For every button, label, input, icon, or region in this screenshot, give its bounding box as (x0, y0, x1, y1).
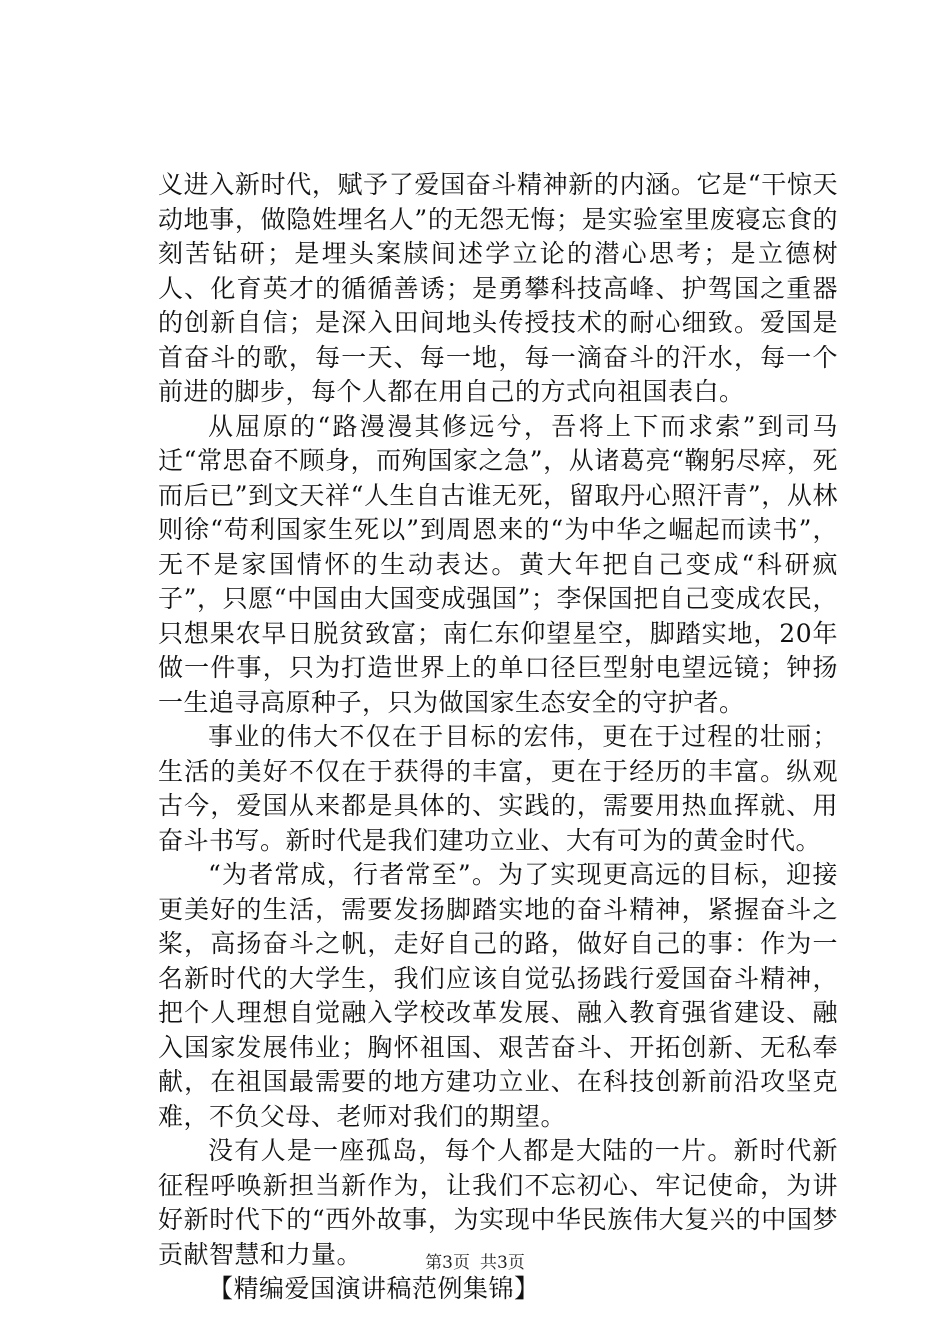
page-number: 第3页 (425, 1253, 470, 1273)
page-footer (0, 1248, 950, 1273)
paragraph-continuation: 义进入新时代，赋予了爱国奋斗精神新的内涵。它是“干惊天动地事，做隐姓埋名人”的无怨无悔；是实验室里废寝忘食的刻苦钻研；是埋头案牍间述学立论的潜心思考；是立德树人、化育英才的循循善诱；是勇攀科技高峰、护驾国之重器的创新自信；是深入田间地头传授技术的耐心细致。爱国是首奋斗的歌，每一天、每一地，每一滴奋斗的汗水，每一个前进的脚步，每个人都在用自己的方式向祖国表白。 (158, 170, 838, 406)
paragraph-conclusion: 没有人是一座孤岛，每个人都是大陆的一片。新时代新征程呼唤新担当新作为，让我们不忘初心、牢记使命，为讲好新时代下的“西外故事，为实现中华民族伟大复兴的中国梦贡献智慧和力量。 (158, 1136, 838, 1269)
paragraph-great-cause: 事业的伟大不仅在于目标的宏伟，更在于过程的壮丽；生活的美好不仅在于获得的丰富，更在于经历的丰富。纵观古今，爱国从来都是具体的、实践的，需要用热血挥就、用奋斗书写。新时代是我们建功立业、大有可为的黄金时代。 (158, 722, 838, 855)
section-heading: 【精编爱国演讲稿范例集锦】 (208, 1274, 540, 1303)
paragraph-historical-figures: 从屈原的“路漫漫其修远兮，吾将上下而求索”到司马迁“常思奋不顾身，而殉国家之急”，从诸葛亮“鞠躬尽瘁，死而后已”到文天祥“人生自古谁无死，留取丹心照汗青”，从林则徐“苟利国家生死以”到周恩来的“为中华之崛起而读书”，无不是家国情怀的生动表达。黄大年把自己变成“科研疯子”，只愿“中国由大国变成强国”；李保国把自己变成农民，只想果农早日脱贫致富；南仁东仰望星空，脚踏实地，20年做一件事，只为打造世界上的单口径巨型射电望远镜；钟扬一生追寻高原种子，只为做国家生态安全的守护者。 (158, 411, 838, 717)
page-total: 共3页 (480, 1253, 525, 1273)
paragraph-call-to-action: “为者常成，行者常至”。为了实现更高远的目标，迎接更美好的生活，需要发扬脚踏实地的奋斗精神，紧握奋斗之桨，高扬奋斗之帆，走好自己的路，做好自己的事：作为一名新时代的大学生，我们应该自觉弘扬践行爱国奋斗精神，把个人理想自觉融入学校改革发展、融入教育强省建设、融入国家发展伟业；胸怀祖国、艰苦奋斗、开拓创新、无私奉献，在祖国最需要的地方建功立业、在科技创新前沿攻坚克难，不负父母、老师对我们的期望。 (158, 860, 838, 1131)
document-body (158, 168, 838, 1307)
